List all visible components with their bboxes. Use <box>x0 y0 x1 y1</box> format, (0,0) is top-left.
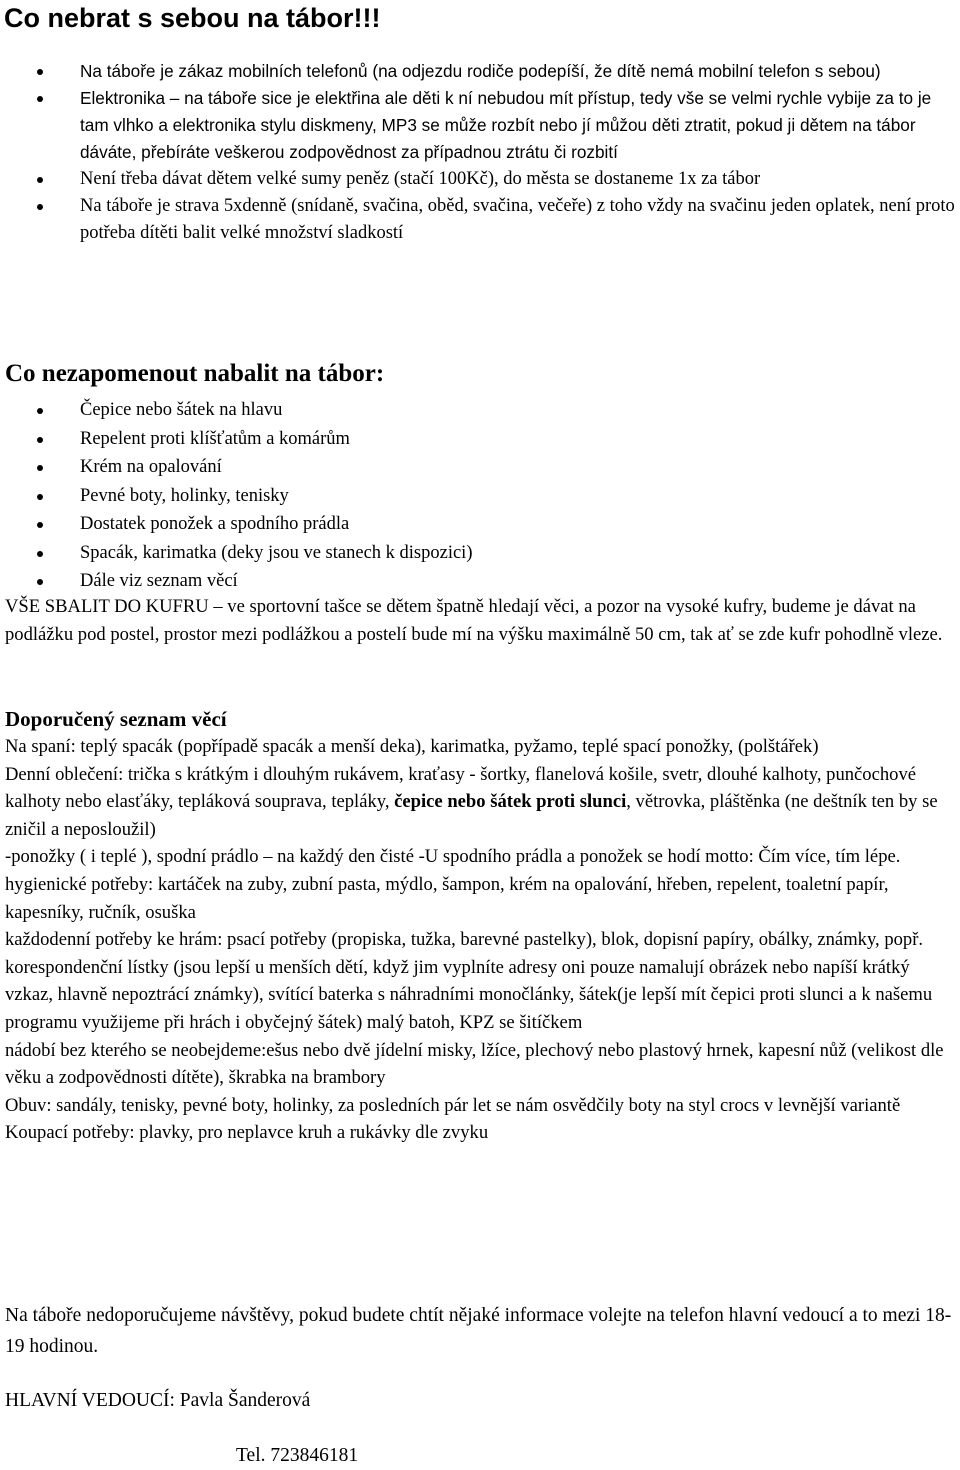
leader-name: HLAVNÍ VEDOUCÍ: Pavla Šanderová <box>5 1390 311 1411</box>
page-title: Co nebrat s sebou na tábor!!! <box>4 3 381 33</box>
remember-list <box>0 396 960 596</box>
list-item: Není třeba dávat dětem velké sumy peněz (stačí 100Kč), do města se dostaneme 1x za tábor <box>0 166 960 193</box>
list-item: Pevné boty, holinky, tenisky <box>0 482 960 511</box>
list-item: Repelent proti klíšťatům a komárům <box>0 425 960 454</box>
hygiene-paragraph: hygienické potřeby: kartáček na zuby, zubní pasta, mýdlo, šampon, krém na opalování, hřeben, repelent, toaletní papír, kapesníky, ručník, osuška <box>5 873 889 923</box>
list-item: Dále viz seznam věcí <box>0 567 960 596</box>
sleep-paragraph: Na spaní: teplý spacák (popřípadě spacák a menší deka), karimatka, pyžamo, teplé spací ponožky, (polštářek) <box>5 736 819 757</box>
list-item: Na táboře je zákaz mobilních telefonů (na odjezdu rodiče podepíší, že dítě nemá mobilní telefon s sebou) <box>0 58 960 85</box>
visits-note: Na táboře nedoporučujeme návštěvy, pokud budete chtít nějaké informace volejte na telefon hlavní vedoucí a to mezi 18-19 hodinou. <box>5 1305 952 1357</box>
remember-heading: Co nezapomenout nabalit na tábor: <box>5 360 385 387</box>
rules-list <box>0 58 960 247</box>
shoes-paragraph: Obuv: sandály, tenisky, pevné boty, holinky, za posledních pár let se nám osvědčily boty na styl crocs v levnější variantě <box>5 1094 901 1116</box>
list-item: Čepice nebo šátek na hlavu <box>0 396 960 425</box>
packing-note: VŠE SBALIT DO KUFRU – ve sportovní tašce se dětem špatně hledají věci, a pozor na vysoké kufry, budeme je dávat na podlážku pod postel, prostor mezi podlážkou a postelí bude mí na výšku maximálně 50 cm, tak ať se zde kufr pohodlně vleze. <box>5 596 943 645</box>
phone-number: Tel. 723846181 <box>236 1445 359 1466</box>
daily-paragraph: každodenní potřeby ke hrám: psací potřeby (propiska, tužka, barevné pastelky), blok, dopisní papíry, obálky, známky, popř. korespondenční lístky (jsou lepší u menších dětí, když jim vyplníte adresy oni pouze namalují obrázek nebo napíší krátký vzkaz, hlavně nepoztrácí známky), svítící baterka s náhradními monočlánky, šátek(je lepší mít čepici proti slunci a k našemu programu využijeme při hrách i obyčejný šátek) malý batoh, KPZ se šitíčkem <box>5 929 933 1033</box>
clothing-text: Denní oblečení: trička s krátkým i dlouhým rukávem, kraťasy - šortky, flanelová košile, svetr, dlouhé kalhoty, punčochové kalhoty nebo elasťáky, tepláková souprava, tepláky, <box>5 763 916 813</box>
swim-paragraph: Koupací potřeby: plavky, pro neplavce kruh a rukávky dle zvyku <box>5 1122 489 1144</box>
list-item: Dostatek ponožek a spodního prádla <box>0 510 960 539</box>
recommended-heading: Doporučený seznam věcí <box>5 707 227 731</box>
recommended-list <box>5 733 960 1147</box>
dishes-paragraph: nádobí bez kterého se neobejdeme:ešus nebo dvě jídelní misky, lžíce, plechový nebo plastový hrnek, kapesní nůž (velikost dle věku a zodpovědnosti dítěte), škrabka na brambory <box>5 1039 944 1089</box>
list-item: Spacák, karimatka (deky jsou ve stanech k dispozici) <box>0 539 960 568</box>
list-item: Na táboře je strava 5xdenně (snídaně, svačina, oběd, svačina, večeře) z toho vždy na svačinu jeden oplatek, není proto potřeba dítěti balit velké množství sladkostí <box>0 193 960 247</box>
clothing-paragraph <box>5 761 960 844</box>
clothing-text-rest: , větrovka, pláštěnka (ne deštník ten by se zničil a neposloužil) <box>5 791 938 840</box>
clothing-highlight: čepice nebo šátek proti slunci <box>394 791 627 813</box>
list-item: Elektronika – na táboře sice je elektřina ale děti k ní nebudou mít přístup, tedy vše se velmi rychle vybije za to je tam vlhko a elektronika stylu diskmeny, MP3 se může rozbít nebo jí můžou děti ztratit, pokud ji dětem na tábor dáváte, přebíráte veškerou zodpovědnost za případnou ztrátu či rozbití <box>0 85 960 166</box>
list-item: Krém na opalování <box>0 453 960 482</box>
socks-paragraph: -ponožky ( i teplé ), spodní prádlo – na každý den čisté -U spodního prádla a ponožek se hodí motto: Čím více, tím lépe. <box>5 846 901 868</box>
